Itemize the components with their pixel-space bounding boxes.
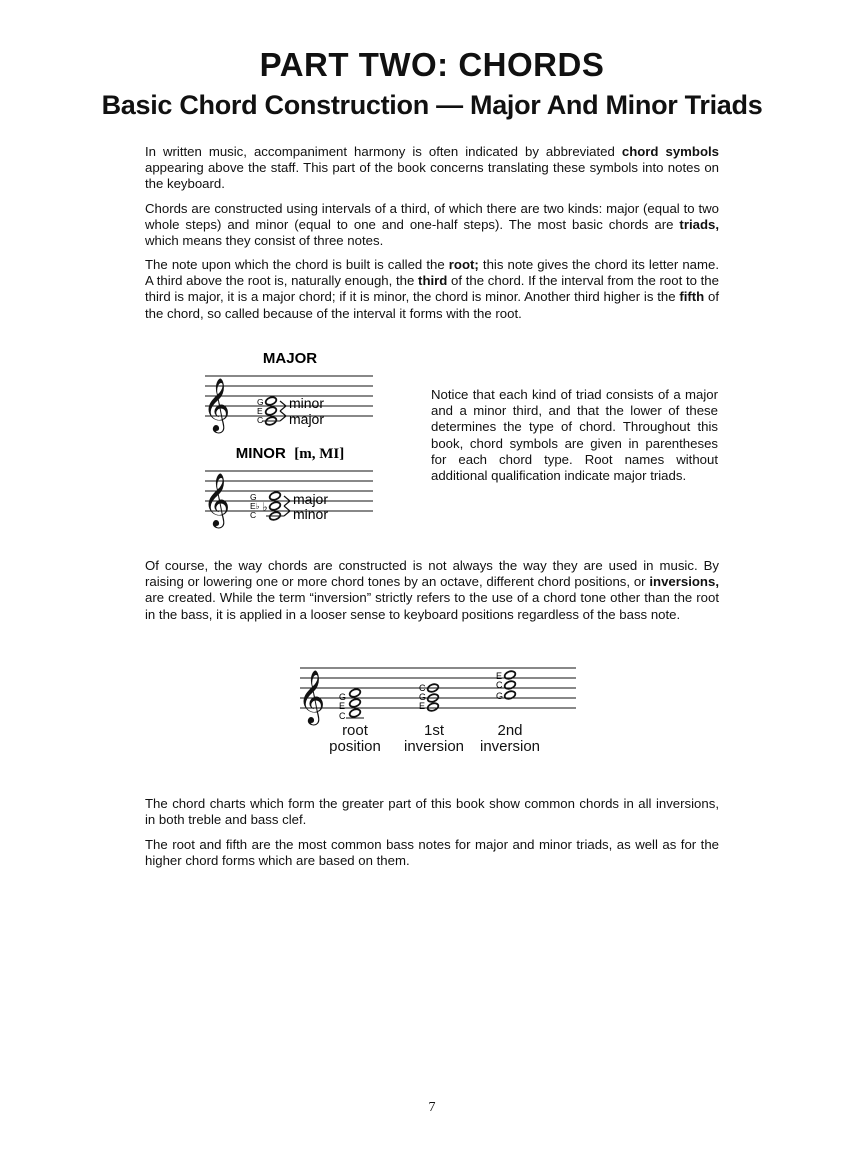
text: In written music, accompaniment harmony is often indicated by abbreviated: [145, 144, 622, 159]
text: The note upon which the chord is built is called the: [145, 257, 449, 272]
second-inversion-note-c: C: [496, 680, 503, 690]
major-lower-interval-label: major: [289, 411, 325, 427]
root-position-label-line2: position: [329, 738, 381, 755]
page-subtitle: Basic Chord Construction — Major And Minor Triads: [101, 90, 763, 120]
second-inversion-label-line1: 2nd: [497, 722, 523, 739]
minor-upper-interval-label: major: [293, 491, 329, 507]
bass-notes-paragraph: The root and fifth are the most common bass notes for major and minor triads, as well as for the higher chord forms which are based on them.: [145, 837, 719, 869]
intro-paragraph-root-third-fifth: [145, 257, 719, 322]
term-root: root;: [448, 257, 479, 272]
major-interval-brackets: [280, 401, 286, 421]
inversions-figure: [292, 658, 582, 768]
term-third: third: [418, 273, 448, 289]
intro-paragraph-chord-symbols: [145, 144, 719, 193]
triad-side-note: Notice that each kind of triad consists of a major and a minor third, and that the lower of these determines the type of chord. Throughout this book, chord symbols are given in parentheses for each chord type. Root names without additional qualification indicate major triads.: [431, 387, 718, 484]
term-inversions: inversions,: [649, 574, 719, 590]
minor-staff: [205, 471, 373, 511]
minor-heading-label: MINOR: [235, 445, 286, 462]
text: of the chord, so called because of the interval it forms with the root.: [145, 289, 719, 321]
major-chord-noteheads: [262, 396, 280, 426]
major-note-c: C: [257, 415, 264, 425]
term-triads: triads,: [679, 217, 719, 233]
second-inversion-note-g: G: [496, 691, 504, 701]
minor-note-e-flat: E♭: [250, 501, 260, 511]
root-note-e: E: [339, 701, 346, 711]
text: Chords are constructed using intervals of a third, of which there are two kinds: major (equal to two whole steps) and minor (equal to one and one-half steps). The most basic chords are: [145, 201, 719, 233]
text: appearing above the staff. This part of the book concerns translating these symbols into notes on the keyboard.: [145, 160, 719, 192]
text: are created. While the term “inversion” strictly refers to the use of a chord tone other than the root in the bass, it is applied in a looser sense to keyboard positions regardless of the bass note.: [145, 590, 719, 622]
flat-icon: ♭: [262, 500, 268, 514]
minor-note-g: G: [250, 492, 257, 502]
first-inversion-note-g: G: [419, 692, 427, 702]
intro-paragraph-triads: [145, 201, 719, 250]
root-note-g: G: [339, 692, 347, 702]
inversions-paragraph: [145, 558, 719, 623]
text: which means they consist of three notes.: [145, 233, 384, 249]
treble-clef-icon: 𝄞: [203, 379, 231, 430]
first-inversion-label-line1: 1st: [423, 722, 445, 739]
major-note-g: G: [257, 397, 264, 407]
page-number: 7: [428, 1100, 436, 1115]
second-inversion-label-line2: inversion: [479, 738, 541, 755]
major-upper-interval-label: minor: [289, 395, 325, 411]
text: Of course, the way chords are constructed is not always the way they are used in music. By raising or lowering one or more chord tones by an octave, different chord positions, or: [145, 558, 719, 590]
minor-interval-brackets: [284, 496, 290, 516]
minor-note-c: C: [250, 510, 257, 520]
minor-heading: [236, 445, 344, 462]
major-heading: MAJOR: [262, 350, 318, 367]
first-inversion-note-c: C: [419, 683, 426, 693]
second-inversion-note-e: E: [496, 671, 503, 681]
page-title: PART TWO: CHORDS: [259, 46, 605, 83]
minor-lower-interval-label: minor: [293, 506, 329, 522]
major-note-e: E: [257, 406, 263, 416]
triad-construction-figure: [195, 340, 385, 530]
text: this note gives the chord its letter name. A third above the root is, naturally enough, the: [145, 257, 719, 289]
term-fifth: fifth: [679, 289, 705, 305]
first-inversion-note-e: E: [419, 701, 426, 711]
root-position-noteheads: [346, 688, 364, 718]
second-inversion-noteheads: [504, 670, 517, 700]
term-chord-symbols: chord symbols: [621, 144, 719, 159]
minor-chord-noteheads: [266, 491, 284, 521]
root-position-label-line1: root: [342, 722, 368, 739]
minor-chord-symbol: [m, MI]: [294, 446, 345, 462]
treble-clef-icon: 𝄞: [203, 474, 231, 525]
first-inversion-label-line2: inversion: [403, 738, 465, 755]
root-note-c: C: [339, 711, 346, 721]
text: of the chord. If the interval from the root to the third is major, it is a major chord; if it is minor, the chord is minor. Another third higher is the: [145, 273, 719, 305]
treble-clef-icon: 𝄞: [298, 671, 326, 722]
chord-charts-paragraph: The chord charts which form the greater part of this book show common chords in all inversions, in both treble and bass clef.: [145, 796, 719, 828]
